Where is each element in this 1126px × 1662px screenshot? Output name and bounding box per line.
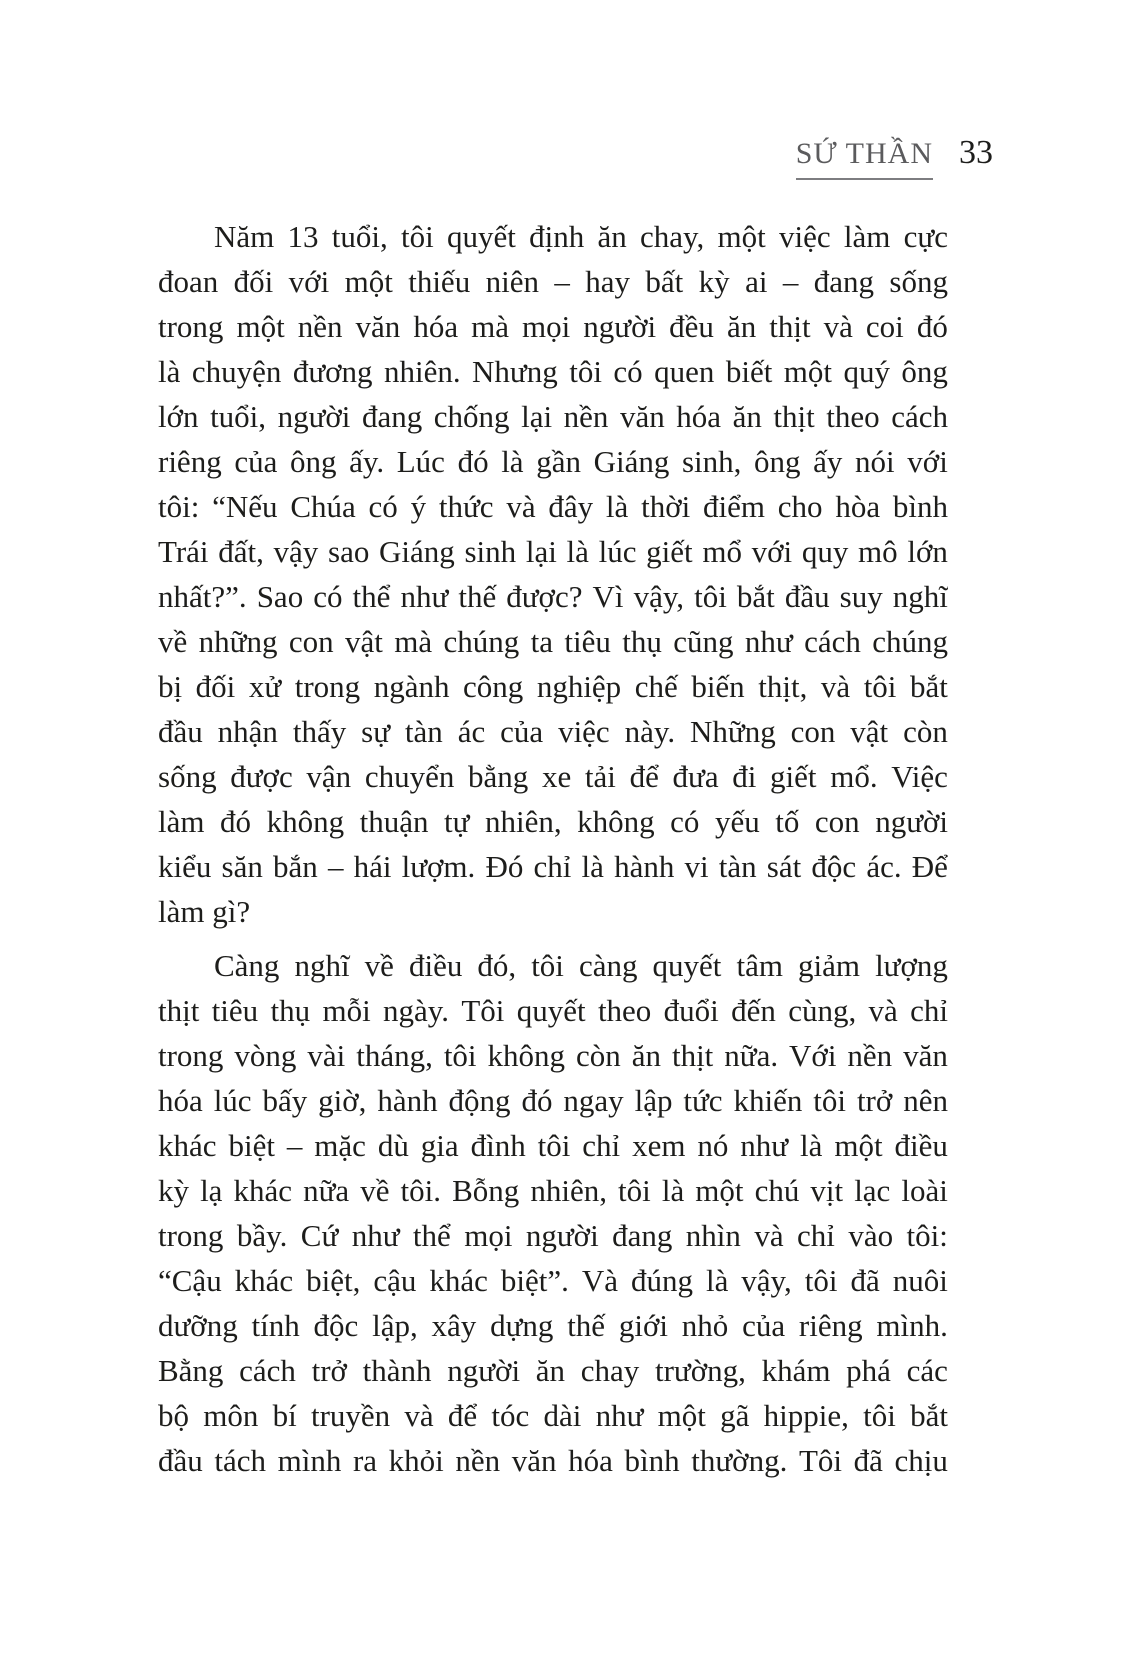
- text-line: trong vòng vài tháng, tôi không còn ăn thịt nữa. Với nền văn: [158, 1038, 948, 1073]
- text-line: khác biệt – mặc dù gia đình tôi chỉ xem nó như là một điều: [158, 1128, 948, 1163]
- text-line: làm gì?: [158, 894, 251, 929]
- body-text: [158, 214, 948, 1483]
- page-header: [0, 136, 993, 180]
- text-line: kỳ lạ khác nữa về tôi. Bỗng nhiên, tôi là một chú vịt lạc loài: [158, 1173, 948, 1208]
- text-line: sống được vận chuyển bằng xe tải để đưa đi giết mổ. Việc: [158, 759, 948, 794]
- text-line: đầu nhận thấy sự tàn ác của việc này. Những con vật còn: [158, 714, 948, 749]
- text-line: trong một nền văn hóa mà mọi người đều ăn thịt và coi đó: [158, 309, 948, 344]
- text-line: Năm 13 tuổi, tôi quyết định ăn chay, một việc làm cực: [214, 219, 948, 254]
- text-line: tôi: “Nếu Chúa có ý thức và đây là thời điểm cho hòa bình: [158, 489, 948, 524]
- running-title: SỨ THẦN: [795, 137, 933, 170]
- paragraph: [158, 943, 948, 1483]
- text-line: dưỡng tính độc lập, xây dựng thế giới nhỏ của riêng mình.: [158, 1308, 948, 1343]
- text-line: bộ môn bí truyền và để tóc dài như một gã hippie, tôi bắt: [158, 1398, 948, 1433]
- text-line: “Cậu khác biệt, cậu khác biệt”. Và đúng là vậy, tôi đã nuôi: [158, 1263, 948, 1298]
- text-line: hóa lúc bấy giờ, hành động đó ngay lập tức khiến tôi trở nên: [158, 1083, 948, 1118]
- text-line: là chuyện đương nhiên. Nhưng tôi có quen biết một quý ông: [158, 354, 948, 389]
- text-line: về những con vật mà chúng ta tiêu thụ cũng như cách chúng: [158, 624, 948, 659]
- running-title-underline: [796, 139, 933, 180]
- text-line: kiểu săn bắn – hái lượm. Đó chỉ là hành vi tàn sát độc ác. Để: [158, 849, 948, 884]
- text-line: bị đối xử trong ngành công nghiệp chế biến thịt, và tôi bắt: [158, 669, 948, 704]
- text-line: Bằng cách trở thành người ăn chay trường, khám phá các: [158, 1353, 948, 1388]
- page-number: 33: [959, 134, 993, 171]
- paragraph: [158, 214, 948, 934]
- text-line: làm đó không thuận tự nhiên, không có yếu tố con người: [158, 804, 948, 839]
- text-line: đoan đối với một thiếu niên – hay bất kỳ ai – đang sống: [158, 264, 948, 299]
- text-line: lớn tuổi, người đang chống lại nền văn hóa ăn thịt theo cách: [158, 399, 948, 434]
- text-line: trong bầy. Cứ như thể mọi người đang nhìn và chỉ vào tôi:: [158, 1218, 948, 1253]
- text-line: đầu tách mình ra khỏi nền văn hóa bình thường. Tôi đã chịu: [158, 1443, 948, 1478]
- text-line: thịt tiêu thụ mỗi ngày. Tôi quyết theo đuổi đến cùng, và chỉ: [158, 993, 948, 1028]
- text-line: riêng của ông ấy. Lúc đó là gần Giáng sinh, ông ấy nói với: [158, 444, 948, 479]
- text-line: nhất?”. Sao có thể như thế được? Vì vậy, tôi bắt đầu suy nghĩ: [158, 579, 948, 614]
- text-line: Càng nghĩ về điều đó, tôi càng quyết tâm giảm lượng: [214, 948, 948, 983]
- text-line: Trái đất, vậy sao Giáng sinh lại là lúc giết mổ với quy mô lớn: [158, 534, 948, 569]
